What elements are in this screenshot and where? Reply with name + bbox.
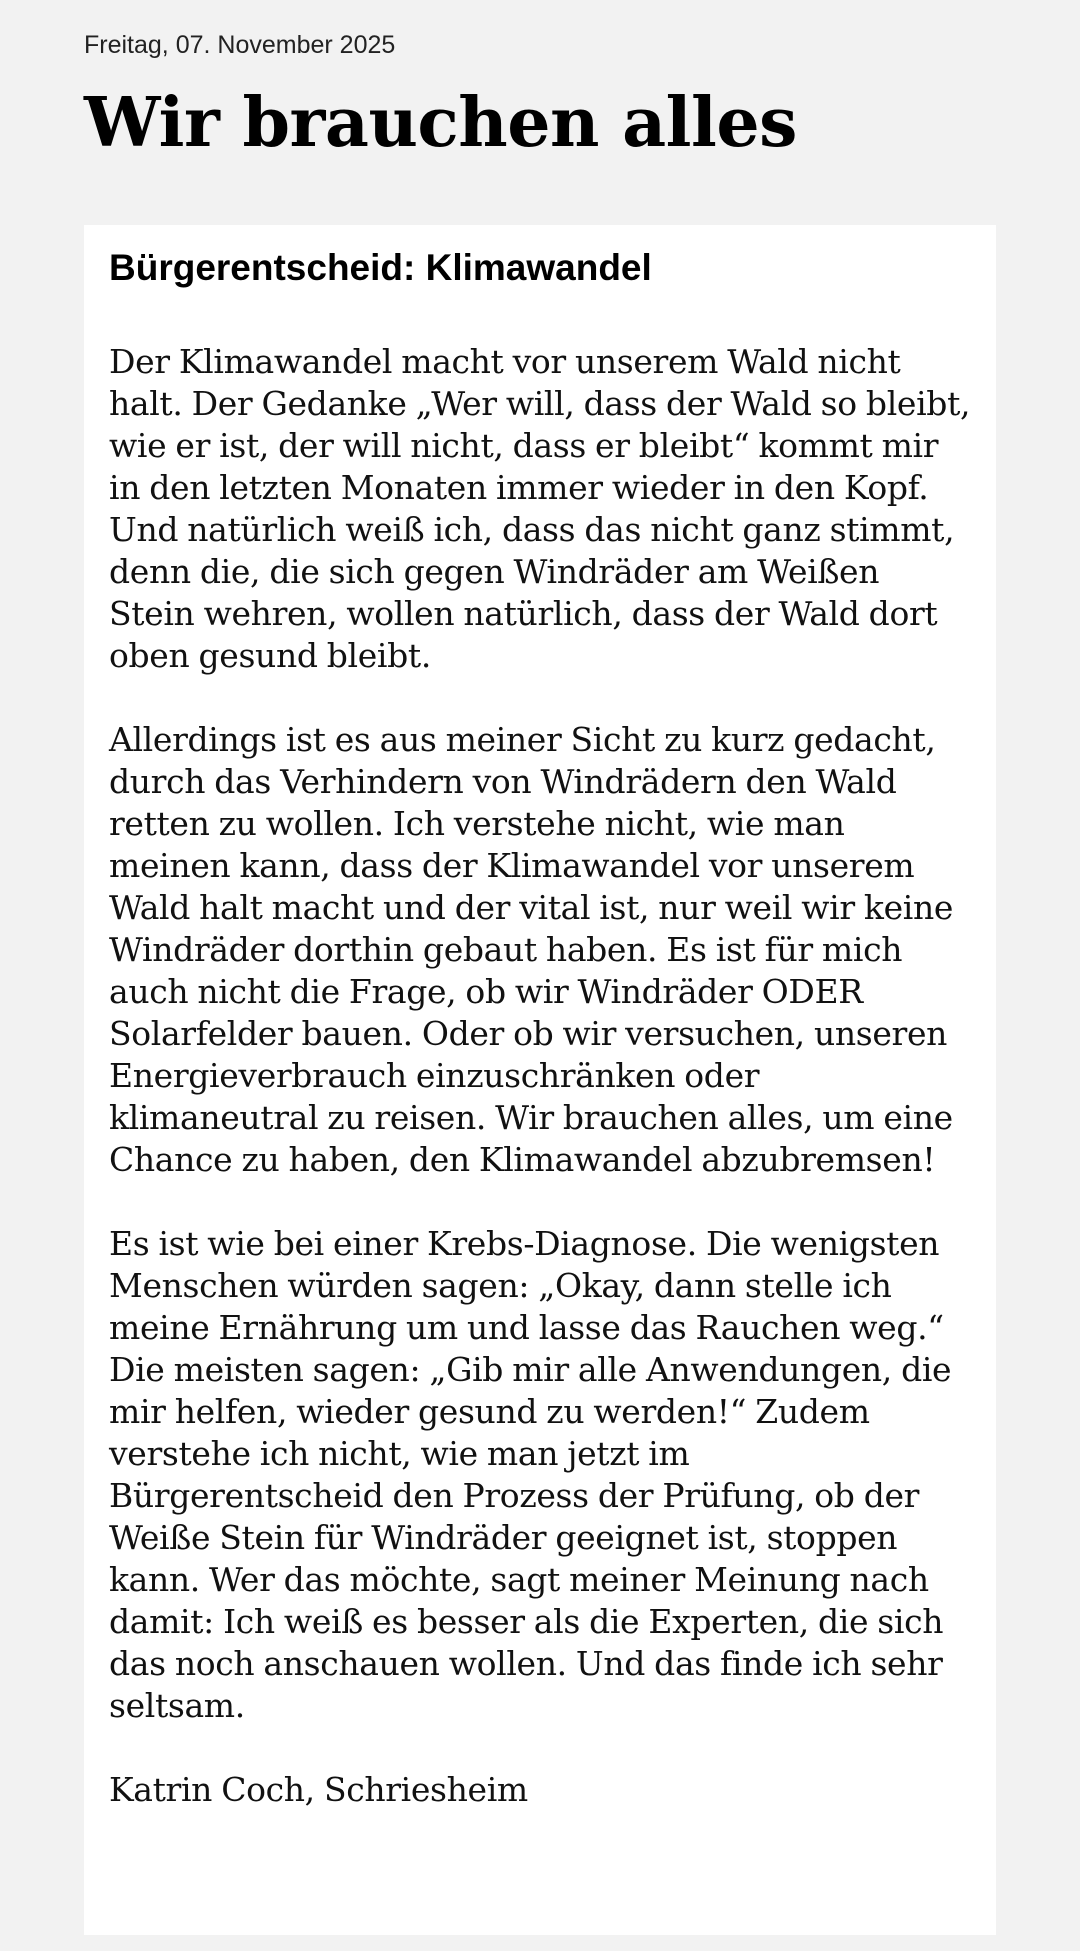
publication-date: Freitag, 07. November 2025 <box>84 31 396 59</box>
letter-card <box>84 225 996 1935</box>
letter-paragraph-1: Der Klimawandel macht vor unserem Wald nicht halt. Der Gedanke „Wer will, dass der Wald so bleibt, wie er ist, der will nicht, dass er bleibt“ kommt mir in den letzten Monaten immer wieder in den Kopf. Und natürlich weiß ich, dass das nicht ganz stimmt, denn die, die sich gegen Windräder am Weißen Stein wehren, wollen natürlich, dass der Wald dort oben gesund bleibt. <box>109 342 971 675</box>
section-title: Bürgerentscheid: Klimawandel <box>109 247 652 288</box>
letter-signature: Katrin Coch, Schriesheim <box>109 1770 528 1809</box>
letter-paragraph-3: Es ist wie bei einer Krebs-Diagnose. Die wenigsten Menschen würden sagen: „Okay, dann stelle ich meine Ernährung um und lasse das Rauchen weg.“ Die meisten sagen: „Gib mir alle Anwendungen, die mir helfen, wieder gesund zu werden!“ Zudem verstehe ich nicht, wie man jetzt im Bürgerentscheid den Prozess der Prüfung, ob der Weiße Stein für Windräder geeignet ist, stoppen kann. Wer das möchte, sagt meiner Meinung nach damit: Ich weiß es besser als die Experten, die sich das noch anschauen wollen. Und das finde ich sehr seltsam. <box>109 1224 952 1725</box>
letter-body <box>109 341 972 1811</box>
page-title: Wir brauchen alles <box>84 83 797 163</box>
letter-paragraph-2: Allerdings ist es aus meiner Sicht zu kurz gedacht, durch das Verhindern von Windrädern den Wald retten zu wollen. Ich verstehe nicht, wie man meinen kann, dass der Klimawandel vor unserem Wald halt macht und der vital ist, nur weil wir keine Windräder dorthin gebaut haben. Es ist für mich auch nicht die Frage, ob wir Windräder ODER Solarfelder bauen. Oder ob wir versuchen, unseren Energieverbrauch einzuschränken oder klimaneutral zu reisen. Wir brauchen alles, um eine Chance zu haben, den Klimawandel abzubremsen! <box>109 720 954 1179</box>
